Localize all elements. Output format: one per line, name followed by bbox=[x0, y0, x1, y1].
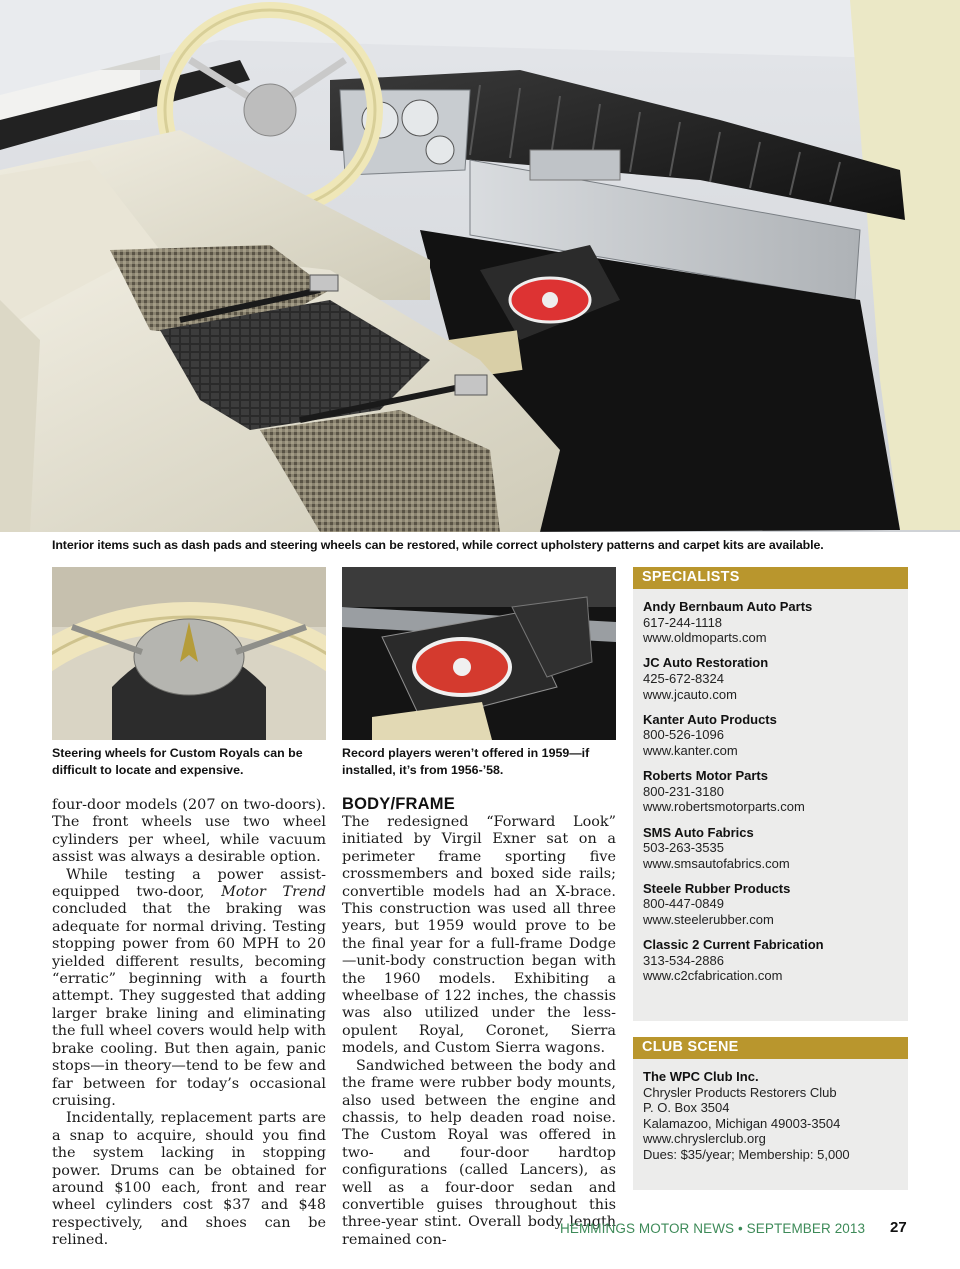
club-line: Dues: $35/year; Membership: 5,000 bbox=[643, 1146, 850, 1162]
specialist-entry bbox=[643, 712, 898, 759]
specialist-entry bbox=[643, 599, 898, 646]
club-scene-details bbox=[633, 1059, 908, 1163]
specialist-name: Steele Rubber Products bbox=[643, 880, 791, 896]
club-line: www.chryslerclub.org bbox=[643, 1131, 766, 1147]
specialist-website: www.robertsmotorparts.com bbox=[643, 799, 805, 815]
article-paragraph: The redesigned “Forward Look” initiated by Virgil Exner sat on a perimeter frame sporting five crossmembers and boxed side rails; convertible models had an X-brace. This construction was used all three years, but 1959 would prove to be the final year for a full-frame Dodge—unit-body construction began with the 1960 models. Exhibiting a wheelbase of 122 inches, the chassis was also utilized under the less-opulent Royal, Coronet, Sierra models, and Custom Sierra wagons. bbox=[342, 814, 616, 1057]
club-scene-box bbox=[633, 1037, 908, 1190]
club-line: P. O. Box 3504 bbox=[643, 1100, 730, 1116]
steering-wheel-drawing bbox=[52, 567, 326, 740]
specialist-name: Kanter Auto Products bbox=[643, 711, 777, 727]
club-scene-title: CLUB SCENE bbox=[633, 1037, 908, 1059]
specialist-entry bbox=[643, 825, 898, 872]
specialist-website: www.jcauto.com bbox=[643, 686, 737, 702]
specialist-website: www.oldmoparts.com bbox=[643, 630, 767, 646]
specialist-entry bbox=[643, 881, 898, 928]
section-heading: BODY/FRAME bbox=[342, 795, 455, 813]
main-photo-caption: Interior items such as dash pads and steering wheels can be restored, while correct upholstery patterns and carpet kits are available. bbox=[52, 538, 824, 552]
record-player-caption: Record players weren’t offered in 1959—if installed, it’s from 1956-’58. bbox=[342, 746, 590, 777]
specialist-name: Andy Bernbaum Auto Parts bbox=[643, 599, 813, 614]
article-paragraph: Sandwiched between the body and the frame were rubber body mounts, also used between the engine and chassis, to help deaden road noise. The Custom Royal was offered in two- and four-door hardtop configurations (called Lancers), as well as a four-door sedan and convertible guises throughout this three-year stint. Overall body length remained con- bbox=[342, 1057, 616, 1248]
specialist-name: Classic 2 Current Fabrication bbox=[643, 937, 824, 953]
record-player-drawing bbox=[342, 567, 616, 740]
page-number: 27 bbox=[890, 1219, 907, 1236]
record-player-photo bbox=[342, 567, 616, 740]
article-paragraph: four-door models (207 on two-doors). The front wheels use two wheel cylinders per wheel, while vacuum assist was always a desirable option. bbox=[52, 797, 326, 866]
footer-publication: HEMMINGS MOTOR NEWS • SEPTEMBER 2013 bbox=[560, 1221, 866, 1236]
specialist-phone: 503-263-3535 bbox=[643, 840, 724, 856]
specialist-phone: 313-534-2886 bbox=[643, 952, 724, 968]
specialists-list bbox=[633, 589, 908, 984]
specialist-name: SMS Auto Fabrics bbox=[643, 824, 754, 840]
club-line: Kalamazoo, Michigan 49003-3504 bbox=[643, 1115, 841, 1131]
specialist-phone: 800-447-0849 bbox=[643, 896, 724, 912]
specialist-phone: 800-231-3180 bbox=[643, 783, 724, 799]
specialist-entry bbox=[643, 655, 898, 702]
article-paragraph: Incidentally, replacement parts are a snap to acquire, should you find the system lacking in stopping power. Drums can be obtained for around $100 each, front and rear wheel cylinders cost $37 and $48 respectively, and shoes can be relined. bbox=[52, 1110, 326, 1249]
specialist-phone: 425-672-8324 bbox=[643, 670, 724, 686]
publication-name: Motor Trend bbox=[221, 884, 326, 901]
specialist-name: JC Auto Restoration bbox=[643, 655, 769, 671]
interior-photo bbox=[0, 0, 960, 532]
interior-photo-drawing bbox=[0, 0, 960, 532]
specialist-entry bbox=[643, 937, 898, 984]
specialist-phone: 617-244-1118 bbox=[643, 614, 723, 630]
club-line: Chrysler Products Restorers Club bbox=[643, 1084, 837, 1100]
article-text: While testing a power assist-equipped two-door, bbox=[52, 866, 326, 901]
specialist-entry bbox=[643, 768, 898, 815]
article-text: concluded that the braking was adequate for normal driving. Testing stopping power from 60 MPH to 20 yielded different results, becoming “erratic” beginning with a fourth attempt. They suggested that adding larger brake lining and eliminating the full wheel covers would help with brake cooling. But then again, panic stops—in theory—tend to be few and far between for today’s occasional cruising. bbox=[52, 901, 326, 1109]
article-column-1 bbox=[52, 797, 326, 1250]
article-column-2 bbox=[342, 795, 616, 1249]
specialist-website: www.steelerubber.com bbox=[643, 912, 774, 928]
specialists-title: SPECIALISTS bbox=[633, 567, 908, 589]
steering-wheel-caption: Steering wheels for Custom Royals can be difficult to locate and expensive. bbox=[52, 746, 303, 777]
steering-wheel-photo bbox=[52, 567, 326, 740]
club-name: The WPC Club Inc. bbox=[643, 1069, 759, 1084]
specialist-name: Roberts Motor Parts bbox=[643, 768, 768, 784]
article-paragraph bbox=[52, 867, 326, 1111]
specialist-website: www.smsautofabrics.com bbox=[643, 855, 790, 871]
specialist-website: www.kanter.com bbox=[643, 742, 738, 758]
specialists-box bbox=[633, 567, 908, 1021]
specialist-website: www.c2cfabrication.com bbox=[643, 968, 783, 984]
specialist-phone: 800-526-1096 bbox=[643, 727, 724, 743]
